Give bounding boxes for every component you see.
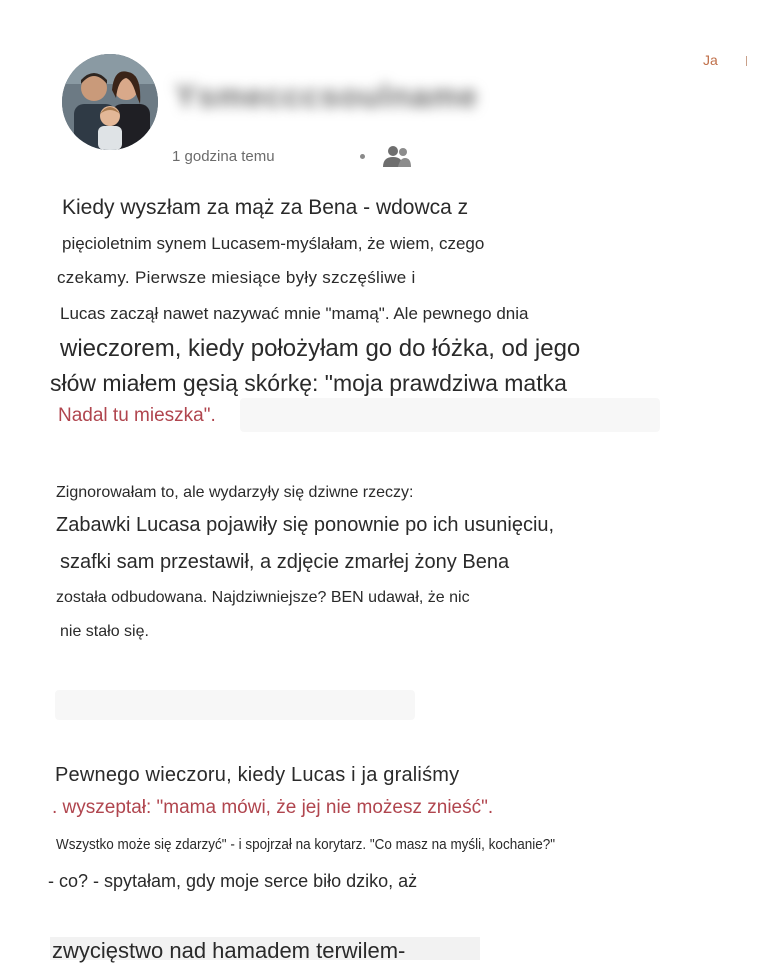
- avatar[interactable]: [62, 54, 158, 150]
- audience-button[interactable]: [380, 143, 412, 174]
- separator-dot: [360, 154, 365, 159]
- post-line: Kiedy wyszłam za mąż za Bena - wdowca z: [62, 196, 469, 219]
- post-line: Wszystko może się zdarzyć" - i spojrzał na korytarz. "Co masz na myśli, kochanie?": [56, 836, 556, 853]
- post-line: pięcioletnim synem Lucasem-myślałam, że wiem, czego: [62, 234, 485, 253]
- post-line: została odbudowana. Najdziwniejsze? BEN udawał, że nic: [56, 589, 470, 606]
- post-line: Zignorowałam to, ale wydarzyły się dziwne rzeczy:: [56, 484, 414, 501]
- post-line: . wyszeptał: "mama mówi, że jej nie możesz znieść".: [52, 797, 494, 818]
- post-line: słów miałem gęsią skórkę: "moja prawdziwa matka: [50, 370, 567, 396]
- background-residue: [55, 690, 415, 720]
- post-line: nie stało się.: [60, 623, 149, 640]
- post-line: szafki sam przestawił, a zdjęcie zmarłej żony Bena: [60, 551, 510, 573]
- background-residue: [240, 398, 660, 432]
- post-line: wieczorem, kiedy położyłam go do łóżka, od jego: [60, 335, 581, 362]
- people-icon: [380, 143, 412, 169]
- post-line: Zabawki Lucasa pojawiły się ponownie po ich usunięciu,: [56, 514, 555, 536]
- post-line: - co? - spytałam, gdy moje serce biło dziko, aż: [48, 871, 418, 891]
- post-line: Pewnego wieczoru, kiedy Lucas i ja graliśmy: [55, 764, 460, 786]
- post-line: Lucas zaczął nawet nazywać mnie "mamą". Ale pewnego dnia: [60, 304, 529, 323]
- post-line: Nadal tu mieszka".: [58, 405, 216, 426]
- post-timestamp[interactable]: 1 godzina temu: [172, 148, 275, 165]
- post-line: zwycięstwo nad hamadem terwilem-: [52, 938, 406, 963]
- post-line: czekamy. Pierwsze miesiące były szczęśliwe i: [57, 268, 416, 287]
- corner-label[interactable]: Ja: [703, 52, 747, 68]
- family-photo-icon: [62, 54, 158, 150]
- author-name[interactable]: Ysmecccsoulname: [175, 78, 479, 114]
